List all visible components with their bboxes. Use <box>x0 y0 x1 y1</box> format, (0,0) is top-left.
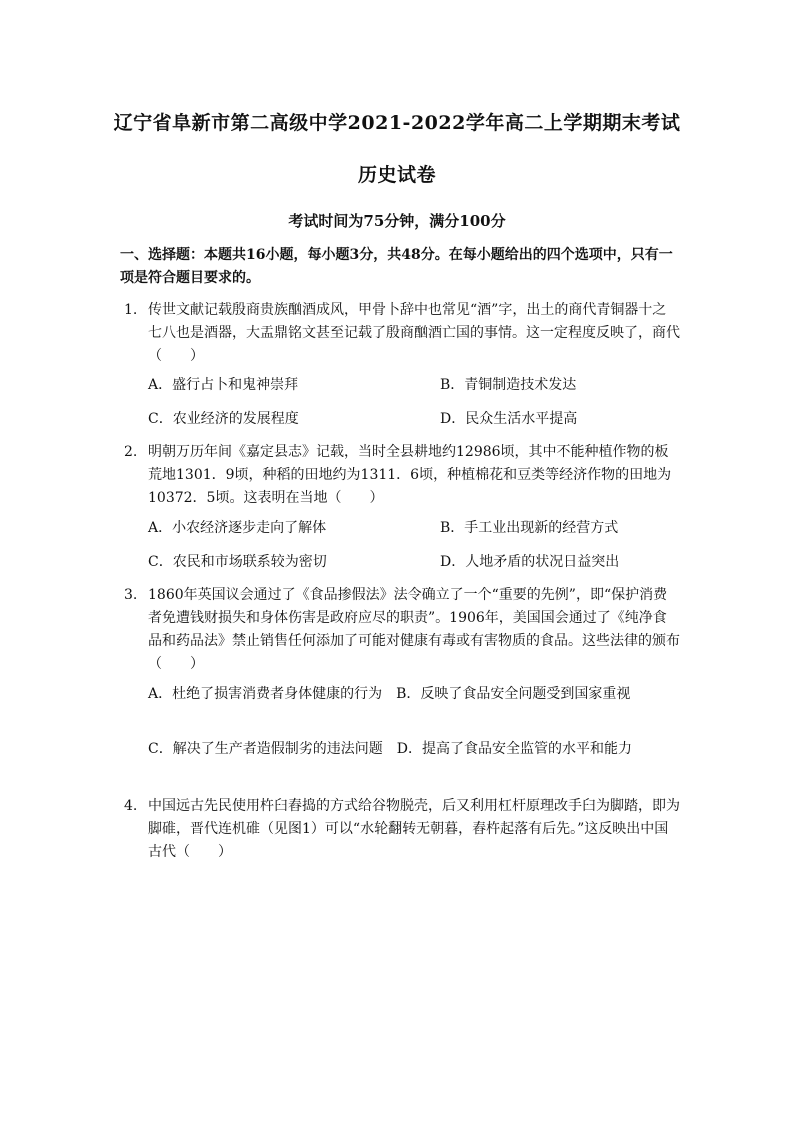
question-number: 2. <box>124 444 138 460</box>
option-a: A．盛行占卜和鬼神崇拜 <box>148 377 299 393</box>
question-1 <box>124 299 680 368</box>
question-stem: 中国远古先民使用杵臼舂捣的方式给谷物脱壳，后又利用杠杆原理改手臼为脚踏，即为脚碓，晋代连机碓（见图1）可以“水轮翻转无朝暮，舂杵起落有后先。”这反映出中国古代（ ） <box>148 798 680 860</box>
question-number: 1. <box>124 302 138 318</box>
option-a: A．小农经济逐步走向了解体 <box>148 520 327 536</box>
option-d: D．人地矛盾的状况日益突出 <box>440 554 620 570</box>
exam-title: 辽宁省阜新市第二高级中学2021-2022学年高二上学期期末考试 <box>113 112 681 134</box>
option-c: C．解决了生产者造假制劣的违法问题 <box>148 741 383 757</box>
option-c: C．农业经济的发展程度 <box>148 411 299 427</box>
option-d: D．民众生活水平提高 <box>440 411 578 427</box>
option-row-ab <box>148 683 688 705</box>
question-number: 4. <box>124 798 138 814</box>
question-2 <box>124 441 680 510</box>
exam-info: 考试时间为75分钟，满分100分 <box>288 212 506 230</box>
option-b: B．反映了食品安全问题受到国家重视 <box>396 686 631 702</box>
question-4 <box>124 795 680 864</box>
option-row-cd <box>148 738 688 760</box>
exam-subject-title: 历史试卷 <box>357 164 436 186</box>
question-stem: 传世文献记载殷商贵族酗酒成风，甲骨卜辞中也常见“酒”字，出土的商代青铜器十之七八也是酒器，大盂鼎铭文甚至记载了殷商酗酒亡国的事情。这一定程度反映了，商代（ ） <box>148 302 680 364</box>
question-3 <box>124 584 680 676</box>
option-c: C．农民和市场联系较为密切 <box>148 554 327 570</box>
question-number: 3. <box>124 587 138 603</box>
question-stem: 明朝万历年间《嘉定县志》记载，当时全县耕地约12986顷，其中不能种植作物的板荒地1301．9顷，种稻的田地约为1311．6顷，种植棉花和豆类等经济作物的田地为10372．5顷。这表明在当地（ ） <box>148 444 672 506</box>
option-b: B．手工业出现新的经营方式 <box>440 520 619 536</box>
option-b: B．青铜制造技术发达 <box>440 377 577 393</box>
question-stem: 1860年英国议会通过了《食品掺假法》法令确立了一个“重要的先例”，即“保护消费者免遭钱财损失和身体伤害是政府应尽的职责”。1906年，美国国会通过了《纯净食品和药品法》禁止销售任何添加了可能对健康有毒或有害物质的食品。这些法律的颁布（ ） <box>148 587 680 672</box>
section-heading: 一、选择题：本题共16小题，每小题3分，共48分。在每小题给出的四个选项中，只有一项是符合题目要求的。 <box>120 247 673 286</box>
option-a: A．杜绝了损害消费者身体健康的行为 <box>148 686 383 702</box>
option-d: D．提高了食品安全监管的水平和能力 <box>396 741 632 757</box>
